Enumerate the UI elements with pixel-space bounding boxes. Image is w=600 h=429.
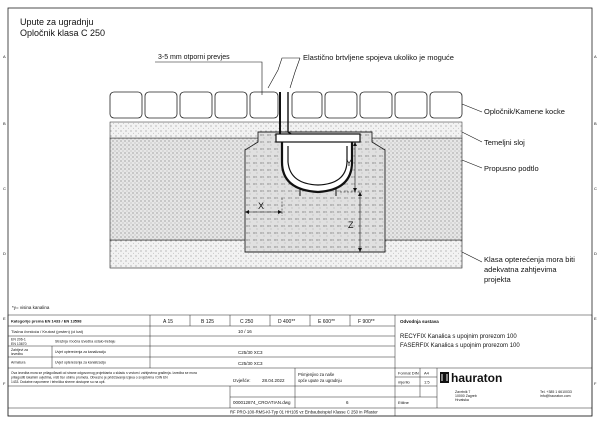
format-label: Format DIN [398,370,419,376]
paver-block [250,92,278,118]
callout-offset: 3-5 mm otporni prevjes [158,54,230,61]
row-categories-label: Kategorije prema EN 1433 / EN 13598 [11,318,82,324]
web: info@hauraton.com [540,394,571,398]
row-requirement-value: Uvjet opterećenja za kanalizaciju [55,350,106,354]
remark-line-1: Primjenjivo za naše [298,372,335,377]
concrete-class-2: C25/30 XC3 [238,361,263,366]
frame-letter: B [3,121,6,126]
hauraton-logo [440,371,502,385]
date-label: Izvješće: [233,378,251,383]
row-load-value: Uvjet opterećenja za kanalizaciju [55,360,106,365]
callout-class-line1: Klasa opterećenja mora biti [484,255,575,264]
date-value: 28.04.2022 [262,378,285,383]
address-line-3: Hrvatska [455,398,469,402]
class-e600: E 600** [318,319,335,325]
note-line-2: prilagoditi lokalnim uvjetima, vrsti tla i obimu prometa. Obvezno je pridržavanje izjava o svojstvima i DIN EN [11,375,168,380]
frame-letter: A [3,54,6,59]
cross-section [110,58,482,268]
drawing-title: Upute za ugradnju [20,17,94,27]
paver-block [145,92,177,118]
paver-block [325,92,357,118]
paver-block [430,92,462,118]
scale-value: 1:5 [424,379,430,385]
address-line-2: 10000 Zagreb [455,394,477,398]
row-strength-label: Tlačna čvrstoća / Krutost (prsten) (ci kat) [11,329,84,334]
callout-class-line3: projekta [484,275,511,284]
paver-block [360,92,392,118]
order-header: Odvodnja sustava [400,319,439,324]
unit-label: Etiline [398,400,409,405]
frame-letter: F [3,381,6,386]
frame-letter: D [3,251,6,256]
address-line-1: Zavrtnik 7 [455,390,471,394]
footer-code: RF PRO-100-RMS-Kl-Typ 01 HH105 vz Einbaubeispiel Klasse C 250 in Pflaster [230,409,378,415]
class-a15: A 15 [163,319,174,325]
callout-sealing: Elastično brtvljene spojeva ukoliko je moguće [303,53,454,62]
file-name: 000012874_CROATIAN.dwg [233,400,291,405]
frame-letters-right [594,54,597,386]
class-f900: F 900** [358,319,375,325]
product-faserfix: FASERFIX Kanalica s upojnim prorezom 100 [400,343,520,349]
frame-letter: E [594,316,597,321]
paver-block [110,92,142,118]
callout-subbase: Propusno podtlo [484,164,539,173]
row-standard-b: EN 13670 [11,342,27,346]
title-block-grid [8,315,592,416]
row-standard-value: Stražnja i bočna izvedba ostalo-trebaju [55,339,116,344]
paver-block [395,92,427,118]
phone: Tel. +385 1 6610033 [540,390,572,394]
dimension-y-label: Y [346,158,353,168]
row-standard-a: EN 206-1 [11,337,26,342]
frame-letter: B [594,121,597,126]
strength-value: 10 / 16 [238,329,252,334]
paver-block [292,92,322,118]
dimension-x-label: X [258,201,265,211]
class-b125: B 125 [201,319,215,325]
row-armatura-label: Armatura [11,360,26,365]
note-line-3: 1433. Dodatne napomene i tehnička sheme dostupne su na upit. [11,380,106,384]
frame-letter: E [3,316,6,321]
frame-letter: F [594,381,597,386]
revision-number: 6 [346,400,349,405]
callout-bedding: Temeljni sloj [484,138,525,147]
frame-letter: A [594,54,597,59]
callout-class-line2: adekvatna zahtjevima [484,265,557,274]
note-line-1: Ova izvedba mora se prilagođavati od strane odgovornog projektanta u skladu s vrstom i zahtjevima građenja. Izvedba se mora [11,371,197,375]
callout-pavers: Opločnik/Kamene kocke [484,107,565,116]
company-name: hauraton [451,371,503,385]
frame-letter: C [594,186,597,191]
scale-label: mjerilo [398,379,410,385]
footnote: *y= visina kanalina [12,305,50,310]
remark-line-2: opće upute za ugradnju [298,378,342,383]
frame-letter: C [3,186,6,191]
row-requirement-b: izvedbu [11,352,24,356]
class-d400: D 400** [278,319,296,325]
frame-letters-left [3,54,6,386]
dimension-z-label: Z [348,220,354,230]
class-c250: C 250 [240,319,254,325]
product-recyfix: RECYFIX Kanalica s upojnim prorezom 100 [400,334,517,340]
paver-row [110,92,462,118]
concrete-class-1: C25/30 XC3 [238,350,263,355]
paver-block [180,92,212,118]
paver-block [215,92,247,118]
row-requirement-a: Zahtjevi za [11,348,28,352]
format-value: A4 [424,370,429,376]
frame-letter: D [594,251,597,256]
drawing-subtitle: Opločnik klasa C 250 [20,28,106,38]
